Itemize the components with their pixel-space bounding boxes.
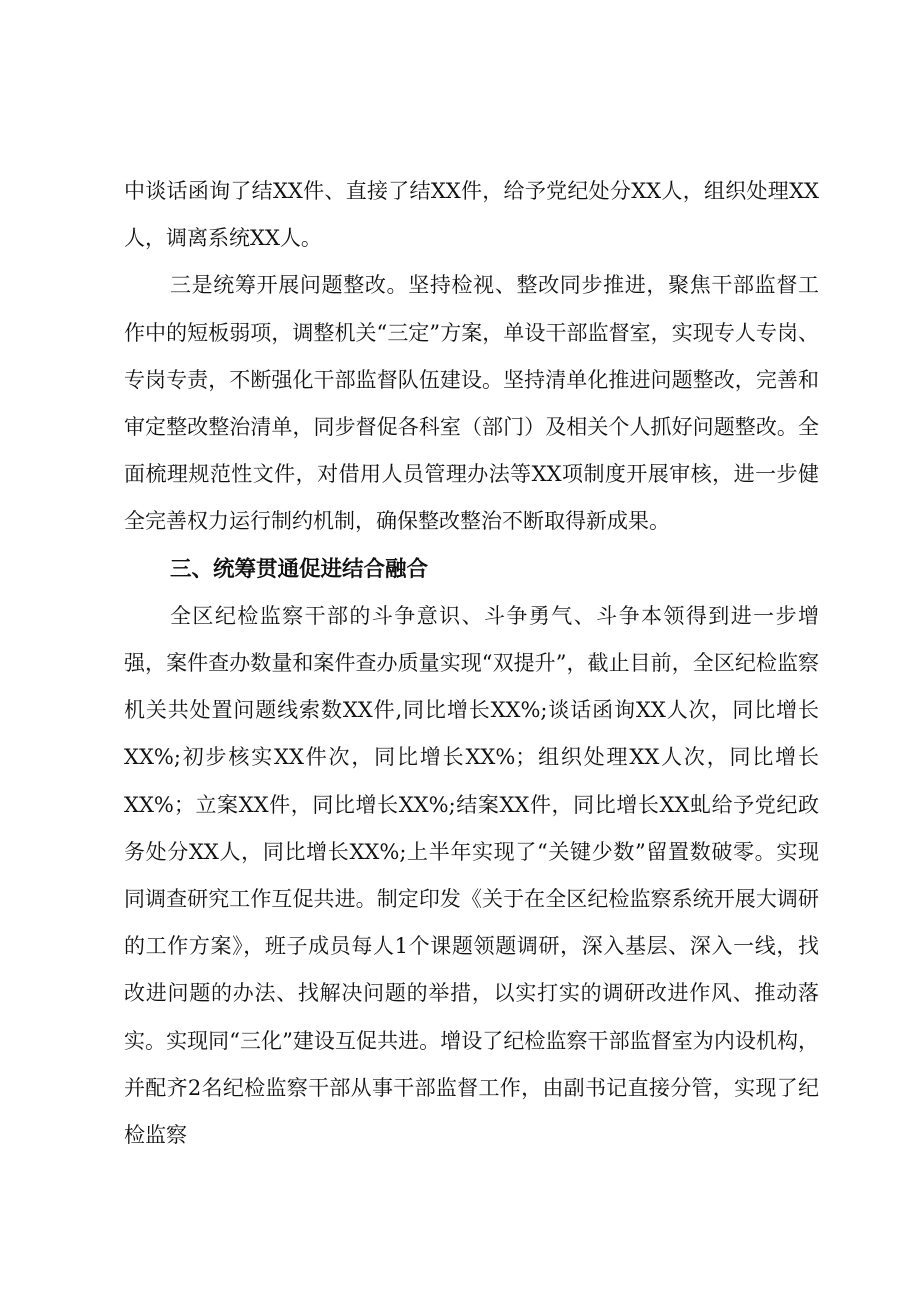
document-body [124, 168, 819, 1159]
body-paragraph-continuation: 中谈话函询了结XX件、直接了结XX件，给予党纪处分XX人，组织处理XX人，调离系统XX人。 [124, 179, 819, 251]
body-paragraph-integration: 全区纪检监察干部的斗争意识、斗争勇气、斗争本领得到进一步增强，案件查办数量和案件查办质量实现“双提升”，截止目前，全区纪检监察机关共处置问题线索数XX件,同比增长XX%;谈话函询XX人次，同比增长XX%;初步核实XX件次，同比增长XX%；组织处理XX人次，同比增长XX%；立案XX件，同比增长XX%;结案XX件，同比增长XX虬给予党纪政务处分XX人，同比增长XX%;上半年实现了“关键少数”留置数破零。实现同调查研究工作互促共进。制定印发《关于在全区纪检监察系统开展大调研的工作方案》，班子成员每人1个课题领题调研，深入基层、深入一线，找改进问题的办法、找解决问题的举措，以实打实的调研改进作风、推动落实。实现同“三化”建设互促共进。增设了纪检监察干部监督室为内设机构，并配齐2名纪检监察干部从事干部监督工作，由副书记直接分管，实现了纪检监察 [124, 603, 819, 1148]
body-paragraph-rectification: 三是统筹开展问题整改。坚持检视、整改同步推进，聚焦干部监督工作中的短板弱项，调整机关“三定”方案，单设干部监督室，实现专人专岗、专岗专责，不断强化干部监督队伍建设。坚持清单化推进问题整改，完善和审定整改整治清单，同步督促各科室（部门）及相关个人抓好问题整改。全面梳理规范性文件，对借用人员管理办法等XX项制度开展审核，进一步健全完善权力运行制约机制，确保整改整治不断取得新成果。 [124, 273, 819, 534]
section-heading: 三、统筹贯通促进结合融合 [170, 556, 429, 582]
